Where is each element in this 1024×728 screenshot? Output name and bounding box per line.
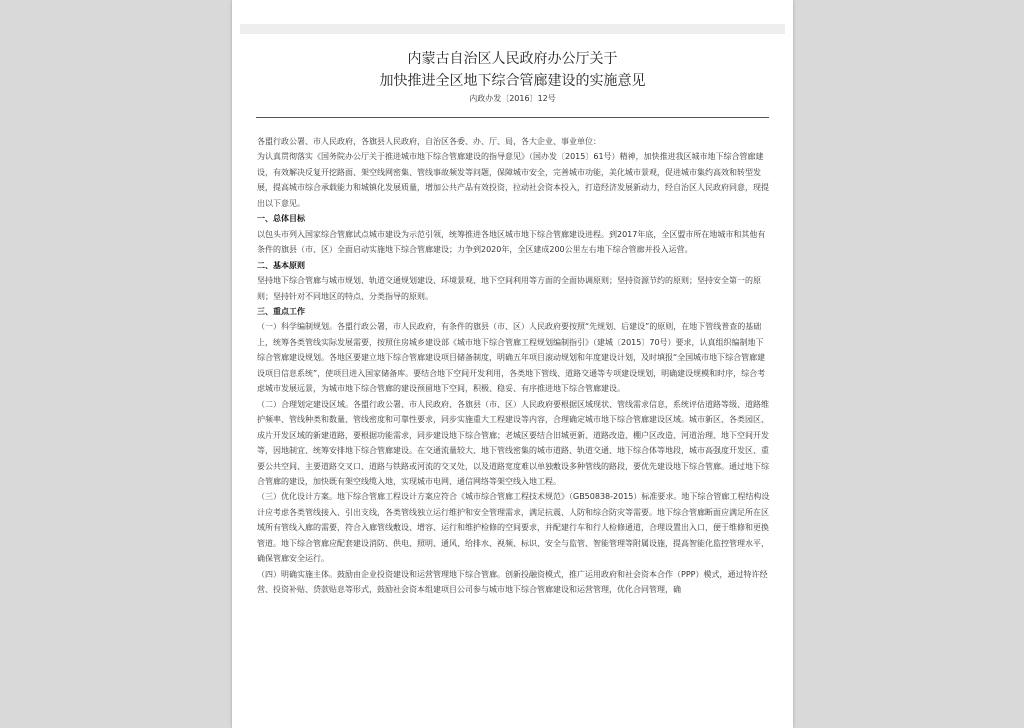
document-body <box>257 134 771 598</box>
intro-paragraph: 为认真贯彻落实《国务院办公厅关于推进城市地下综合管廊建设的指导意见》（国办发〔2015〕61号）精神，加快推进我区城市地下综合管廊建设，有效解决反复开挖路面、架空线网密集、管线事故频发等问题，保障城市安全，完善城市功能，美化城市景观，促进城市集约高效和转型发展，提高城市综合承载能力和城镇化发展质量，增加公共产品有效投资，拉动社会资本投入，打造经济发展新动力，经自治区人民政府同意，现提出以下意见。 <box>257 152 769 208</box>
document-title-line1: 内蒙古自治区人民政府办公厅关于 <box>407 51 618 67</box>
section-heading-principles: 二、基本原则 <box>257 260 305 270</box>
principles-paragraph: 坚持地下综合管廊与城市规划、轨道交通规划建设、环境景观、地下空间利用等方面的全面协调原则；坚持资源节约的原则；坚持安全第一的原则；坚持针对不同地区的特点、分类指导的原则。 <box>257 276 761 301</box>
document-page <box>232 0 793 728</box>
header-divider <box>256 117 769 118</box>
task-paragraph-4: （四）明确实施主体。鼓励由企业投资建设和运营管理地下综合管廊。创新投融资模式，推广运用政府和社会资本合作（PPP）模式，通过特许经营、投资补贴、贷款贴息等形式，鼓励社会资本组建项目公司参与城市地下综合管廊建设和运营管理，优化合同管理，确 <box>257 569 768 595</box>
task-paragraph-3: （三）优化设计方案。地下综合管廊工程设计方案应符合《城市综合管廊工程技术规范》（GB50838-2015）标准要求。地下综合管廊工程结构设计应考虑各类管线接入、引出支线，各类管线独立运行维护和安全管理需求，满足抗震、人防和综合防灾等需要。地下综合管廊断面应满足所在区域所有管线入廊的需要，符合入廊管线敷设、增容、运行和维护检修的空间要求，并配建行车和行人检修通道，合理设置出入口，便于维修和更换管道。地下综合管廊应配套建设消防、供电、照明、通风、给排水、视频、标识、安全与监管、智能管理等附属设施，提高智能化监控管理水平，确保管廊安全运行。 <box>257 492 770 564</box>
addressee-paragraph: 各盟行政公署、市人民政府，各旗县人民政府，自治区各委、办、厅、局，各大企业、事业单位： <box>257 137 601 146</box>
section-heading-tasks: 三、重点工作 <box>257 306 305 316</box>
document-number: 内政办发〔2016〕12号 <box>469 94 556 103</box>
task-paragraph-2: （二）合理划定建设区域。各盟行政公署、市人民政府、各旗县（市、区）人民政府要根据区域现状、管线需求信息，系统评估道路等级、道路维护频率、管线种类和数量、管线密度和可靠性要求，同步实施重大工程建设等内容，合理确定城市地下综合管廊建设区域。城市新区、各类园区、成片开发区域的新建道路，要根据功能需求，同步建设地下综合管廊；老城区要结合旧城更新、道路改造、棚户区改造、河道治理、地下空间开发等，因地制宜、统筹安排地下综合管廊建设。在交通流量较大、地下管线密集的城市道路、轨道交通、地下综合体等地段，城市高强度开发区、重要公共空间、主要道路交叉口、道路与铁路或河流的交叉处，以及道路宽度难以单独敷设多种管线的路段，要优先建设地下综合管廊。通过地下综合管廊的建设，加快既有架空线缆入地，实现城市电网、通信网络等架空线入地工程。 <box>257 399 769 486</box>
page-header-bar <box>240 24 785 34</box>
goals-paragraph: 以包头市列入国家综合管廊试点城市建设为示范引领，统筹推进各地区城市地下综合管廊建设进程。到2017年底，全区盟市所在地城市和其他有条件的旗县（市、区）全面启动实施地下综合管廊建设；力争到2020年，全区建成200公里左右地下综合管廊并投入运营。 <box>257 229 766 255</box>
task-paragraph-1: （一）科学编制规划。各盟行政公署，市人民政府，有条件的旗县（市、区）人民政府要按照“先规划、后建设”的原则，在地下管线普查的基础上，统筹各类管线实际发展需要，按照住房城乡建设部《城市地下综合管廊工程规划编制指引》（建城〔2015〕70号）要求，认真组织编制地下综合管廊建设规划。各地区要建立地下综合管廊建设项目储备制度，明确五年项目滚动规划和年度建设计划，及时填报“全国城市地下综合管廊建设项目信息系统”，使项目进入国家储备库。要结合地下空间开发利用，各类地下管线、道路交通等专项建设规划，明确建设规模和时序，综合考虑城市发展远景，为城市地下综合管廊的建设预留地下空间，积极、稳妥、有序推进地下综合管廊建设。 <box>257 322 766 394</box>
document-title-line2: 加快推进全区地下综合管廊建设的实施意见 <box>379 73 646 89</box>
section-heading-goals: 一、总体目标 <box>257 214 305 224</box>
document-header <box>232 48 793 106</box>
